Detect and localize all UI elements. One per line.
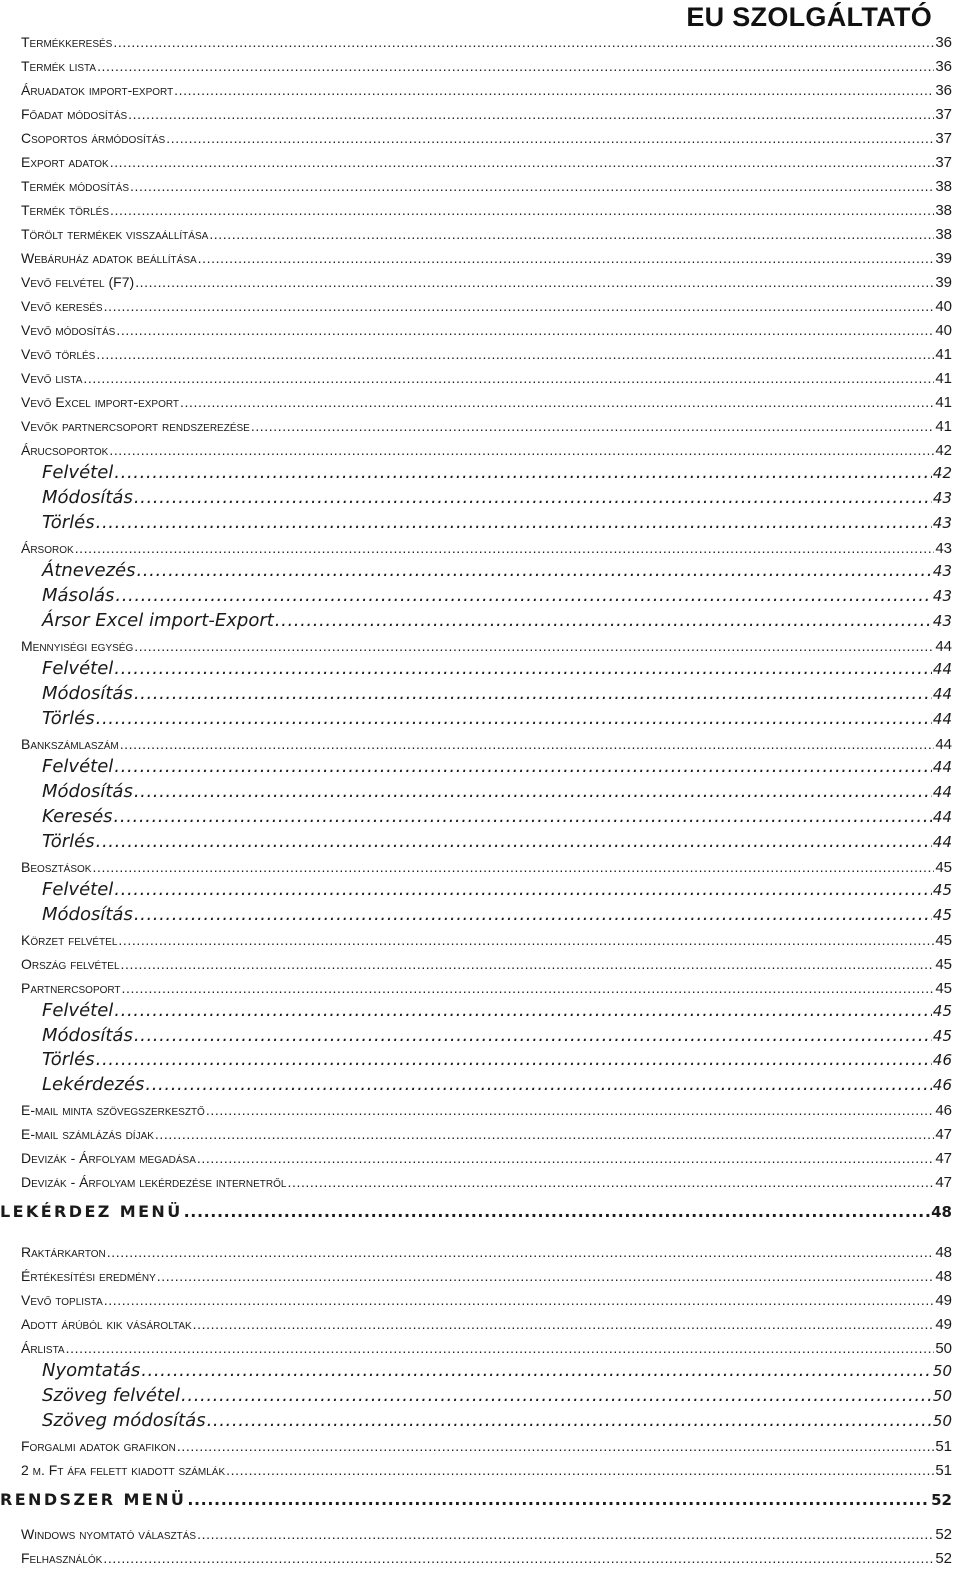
toc-dot-leader xyxy=(113,34,934,50)
toc-entry[interactable] xyxy=(21,274,952,291)
toc-page-number: 48 xyxy=(931,1203,952,1221)
toc-subentry[interactable] xyxy=(42,756,952,777)
toc-page-number: 50 xyxy=(935,1340,952,1357)
toc-dot-leader xyxy=(184,1202,931,1221)
toc-entry[interactable] xyxy=(21,1550,952,1567)
toc-page-number: 40 xyxy=(935,298,952,315)
toc-entry[interactable] xyxy=(21,250,952,267)
toc-entry-label: Vevő felvétel (F7) xyxy=(21,274,135,290)
toc-entry-label: Vevő toplista xyxy=(21,1292,103,1308)
toc-dot-leader xyxy=(104,1292,935,1308)
toc-entry-label: Keresés xyxy=(42,806,113,827)
toc-page-number: 36 xyxy=(935,58,952,75)
toc-entry[interactable] xyxy=(21,154,952,171)
toc-dot-leader xyxy=(206,1102,934,1118)
toc-dot-leader xyxy=(66,1340,935,1356)
toc-entry-label: Csoportos ármódosítás xyxy=(21,130,166,146)
toc-dot-leader xyxy=(251,418,934,434)
toc-page-number: 44 xyxy=(932,783,952,801)
toc-dot-leader xyxy=(180,394,934,410)
toc-page-number: 36 xyxy=(935,82,952,99)
toc-dot-leader xyxy=(96,346,934,362)
toc-dot-leader xyxy=(104,298,935,314)
toc-page-number: 44 xyxy=(932,685,952,703)
toc-dot-leader xyxy=(118,932,934,948)
toc-page-number: 43 xyxy=(932,612,952,630)
toc-dot-leader xyxy=(135,274,934,290)
toc-dot-leader xyxy=(157,1268,935,1284)
toc-entry-label: RENDSZER MENÜ xyxy=(0,1490,187,1509)
toc-subentry[interactable] xyxy=(42,1000,952,1021)
toc-page-number: 42 xyxy=(932,464,952,482)
toc-entry-label: Termék lista xyxy=(21,58,97,74)
toc-entry-label: Törlés xyxy=(42,831,95,852)
toc-entry-label: Főadat módosítás xyxy=(21,106,128,122)
toc-entry[interactable] xyxy=(21,82,952,99)
toc-entry[interactable] xyxy=(21,1316,952,1333)
toc-entry[interactable] xyxy=(21,34,952,51)
toc-page-number: 45 xyxy=(932,881,952,899)
toc-page-number: 47 xyxy=(935,1150,952,1167)
toc-dot-leader xyxy=(209,226,934,242)
toc-entry-label: Törlés xyxy=(42,1049,95,1070)
toc-entry[interactable] xyxy=(21,178,952,195)
toc-subentry[interactable] xyxy=(42,610,952,631)
toc-entry[interactable] xyxy=(21,736,952,753)
toc-page-number: 37 xyxy=(935,154,952,171)
toc-page-number: 49 xyxy=(935,1316,952,1333)
toc-entry[interactable] xyxy=(21,1126,952,1143)
toc-entry[interactable] xyxy=(21,932,952,949)
toc-entry-label: Termék törlés xyxy=(21,202,110,218)
toc-subentry[interactable] xyxy=(42,1410,952,1431)
toc-entry[interactable] xyxy=(21,1102,952,1119)
toc-dot-leader xyxy=(197,1150,934,1166)
toc-entry[interactable] xyxy=(21,1526,952,1543)
toc-dot-leader xyxy=(96,1049,932,1070)
toc-entry[interactable] xyxy=(21,540,952,557)
toc-page-number: 45 xyxy=(932,1027,952,1045)
toc-entry-label: Vevők partnercsoport rendszerezése xyxy=(21,418,250,434)
toc-subentry[interactable] xyxy=(42,806,952,827)
toc-entry-label: Windows nyomtató választás xyxy=(21,1526,197,1542)
toc-entry[interactable] xyxy=(21,638,952,655)
toc-entry-label: Módosítás xyxy=(42,683,133,704)
toc-entry[interactable] xyxy=(21,859,952,876)
toc-dot-leader xyxy=(115,585,932,606)
toc-subentry[interactable] xyxy=(42,1385,952,1406)
toc-dot-leader xyxy=(177,1438,934,1454)
toc-entry[interactable] xyxy=(21,1462,952,1479)
toc-page-number: 48 xyxy=(935,1244,952,1261)
toc-entry-label: Értékesítési eredmény xyxy=(21,1268,156,1284)
toc-page-number: 46 xyxy=(932,1076,952,1094)
toc-entry-label: E-mail minta szövegszerkesztő xyxy=(21,1102,205,1118)
toc-entry[interactable] xyxy=(21,346,952,363)
toc-entry-label: Nyomtatás xyxy=(42,1360,141,1381)
toc-entry-label: Ársorok xyxy=(21,540,74,556)
toc-page-number: 43 xyxy=(932,562,952,580)
toc-page-number: 50 xyxy=(932,1362,952,1380)
toc-entry-label: Törlés xyxy=(42,512,95,533)
toc-page-number: 39 xyxy=(935,250,952,267)
toc-dot-leader xyxy=(121,956,935,972)
toc-dot-leader xyxy=(134,487,932,508)
toc-page-number: 46 xyxy=(932,1051,952,1069)
toc-dot-leader xyxy=(97,58,934,74)
toc-entry-label: Vevő módosítás xyxy=(21,322,116,338)
toc-dot-leader xyxy=(114,462,932,483)
toc-dot-leader xyxy=(114,1000,932,1021)
toc-dot-leader xyxy=(287,1174,934,1190)
toc-subentry[interactable] xyxy=(42,512,952,533)
toc-subentry[interactable] xyxy=(42,879,952,900)
toc-entry-label: Körzet felvétel xyxy=(21,932,118,948)
toc-page-number: 37 xyxy=(935,106,952,123)
toc-dot-leader xyxy=(226,1462,934,1478)
toc-page-number: 51 xyxy=(935,1462,952,1479)
toc-dot-leader xyxy=(134,638,934,654)
toc-dot-leader xyxy=(130,178,934,194)
toc-page-number: 45 xyxy=(935,932,952,949)
toc-entry-label: Felvétel xyxy=(42,879,114,900)
toc-entry-label: Devizák - Árfolyam megadása xyxy=(21,1150,196,1166)
toc-dot-leader xyxy=(75,540,935,556)
toc-dot-leader xyxy=(120,736,935,752)
toc-entry[interactable] xyxy=(21,322,952,339)
toc-entry-label: Felhasználók xyxy=(21,1550,103,1566)
toc-entry[interactable] xyxy=(21,298,952,315)
toc-entry[interactable] xyxy=(21,394,952,411)
toc-entry-label: Webáruház adatok beállítása xyxy=(21,250,197,266)
toc-entry-label: LEKÉRDEZ MENÜ xyxy=(0,1202,183,1221)
toc-entry[interactable] xyxy=(21,130,952,147)
toc-dot-leader xyxy=(134,904,932,925)
toc-dot-leader xyxy=(174,82,934,98)
toc-entry[interactable] xyxy=(21,980,952,997)
toc-entry[interactable] xyxy=(21,226,952,243)
toc-page-number: 52 xyxy=(931,1491,952,1509)
toc-subentry[interactable] xyxy=(42,1360,952,1381)
toc-entry-label: Módosítás xyxy=(42,904,133,925)
toc-subentry[interactable] xyxy=(42,1025,952,1046)
toc-dot-leader xyxy=(109,442,934,458)
toc-subentry[interactable] xyxy=(42,831,952,852)
toc-dot-leader xyxy=(114,879,932,900)
toc-entry-label: Partnercsoport xyxy=(21,980,121,996)
toc-entry[interactable] xyxy=(21,370,952,387)
toc-page-number: 49 xyxy=(935,1292,952,1309)
toc-entry[interactable] xyxy=(21,58,952,75)
toc-subentry[interactable] xyxy=(42,585,952,606)
toc-entry[interactable] xyxy=(21,442,952,459)
toc-entry-label: Export adatok xyxy=(21,154,109,170)
toc-entry-label: Szöveg módosítás xyxy=(42,1410,206,1431)
toc-entry-label: Mennyiségi egység xyxy=(21,638,134,654)
toc-dot-leader xyxy=(134,1025,932,1046)
toc-entry-label: Áruadatok import-export xyxy=(21,82,174,98)
toc-entry-label: Törölt termékek visszaállítása xyxy=(21,226,209,242)
toc-entry-label: Devizák - Árfolyam lekérdezése internetről xyxy=(21,1174,287,1190)
toc-entry-label: Másolás xyxy=(42,585,115,606)
toc-entry-label: Módosítás xyxy=(42,781,133,802)
toc-dot-leader xyxy=(83,370,934,386)
toc-entry-label: Felvétel xyxy=(42,658,114,679)
toc-page-number: 43 xyxy=(932,514,952,532)
toc-dot-leader xyxy=(275,610,932,631)
toc-page-number: 40 xyxy=(935,322,952,339)
toc-dot-leader xyxy=(110,202,934,218)
toc-page-number: 44 xyxy=(935,638,952,655)
toc-page-number: 38 xyxy=(935,226,952,243)
toc-entry[interactable] xyxy=(21,1340,952,1357)
toc-entry-label: 2 m. Ft áfa felett kiadott számlák xyxy=(21,1462,226,1478)
toc-dot-leader xyxy=(114,756,932,777)
toc-entry-label: Törlés xyxy=(42,708,95,729)
toc-dot-leader xyxy=(187,1490,930,1509)
toc-dot-leader xyxy=(134,781,932,802)
toc-page-number: 52 xyxy=(935,1526,952,1543)
toc-entry-label: Felvétel xyxy=(42,462,114,483)
toc-dot-leader xyxy=(181,1385,932,1406)
toc-page-number: 44 xyxy=(932,758,952,776)
toc-dot-leader xyxy=(114,658,932,679)
toc-entry[interactable] xyxy=(21,1268,952,1285)
toc-subentry[interactable] xyxy=(42,560,952,581)
toc-page-number: 45 xyxy=(935,956,952,973)
toc-page-number: 46 xyxy=(935,1102,952,1119)
toc-page-number: 44 xyxy=(935,736,952,753)
toc-entry-label: Módosítás xyxy=(42,487,133,508)
toc-page-number: 50 xyxy=(932,1387,952,1405)
toc-dot-leader xyxy=(145,1074,932,1095)
toc-dot-leader xyxy=(96,512,932,533)
toc-dot-leader xyxy=(114,806,932,827)
toc-page-number: 44 xyxy=(932,808,952,826)
toc-subentry[interactable] xyxy=(42,708,952,729)
toc-page-number: 47 xyxy=(935,1174,952,1191)
toc-entry[interactable] xyxy=(21,1150,952,1167)
toc-entry-label: Szöveg felvétel xyxy=(42,1385,181,1406)
toc-entry-label: Átnevezés xyxy=(42,560,136,581)
toc-entry[interactable] xyxy=(21,106,952,123)
toc-page-number: 38 xyxy=(935,202,952,219)
toc-page-number: 45 xyxy=(935,859,952,876)
toc-entry-label: Vevő Excel import-export xyxy=(21,394,180,410)
toc-dot-leader xyxy=(198,250,935,266)
toc-page-number: 50 xyxy=(932,1412,952,1430)
toc-page-number: 44 xyxy=(932,660,952,678)
toc-page-number: 41 xyxy=(935,346,952,363)
toc-dot-leader xyxy=(92,859,934,875)
toc-page-number: 45 xyxy=(932,1002,952,1020)
toc-entry-label: Termék módosítás xyxy=(21,178,130,194)
toc-page-number: 47 xyxy=(935,1126,952,1143)
toc-entry[interactable] xyxy=(21,1292,952,1309)
toc-entry-label: Felvétel xyxy=(42,1000,114,1021)
toc-page-number: 41 xyxy=(935,394,952,411)
toc-page-number: 37 xyxy=(935,130,952,147)
toc-entry[interactable] xyxy=(21,956,952,973)
toc-entry-label: Raktárkarton xyxy=(21,1244,106,1260)
toc-dot-leader xyxy=(141,1360,932,1381)
toc-entry-label: E-mail számlázás díjak xyxy=(21,1126,154,1142)
toc-dot-leader xyxy=(96,708,932,729)
toc-dot-leader xyxy=(166,130,934,146)
toc-entry[interactable] xyxy=(21,202,952,219)
toc-page-number: 44 xyxy=(932,833,952,851)
toc-entry-label: Bankszámlaszám xyxy=(21,736,119,752)
toc-entry-label: Ország felvétel xyxy=(21,956,120,972)
toc-dot-leader xyxy=(136,560,931,581)
toc-entry-label: Ársor Excel import-Export xyxy=(42,610,274,631)
toc-entry-label: Felvétel xyxy=(42,756,114,777)
toc-page-number: 44 xyxy=(932,710,952,728)
toc-page-number: 36 xyxy=(935,34,952,51)
toc-subentry[interactable] xyxy=(42,462,952,483)
toc-entry[interactable] xyxy=(21,1438,952,1455)
toc-page-number: 45 xyxy=(932,906,952,924)
toc-dot-leader xyxy=(134,683,932,704)
toc-subentry[interactable] xyxy=(42,487,952,508)
toc-entry-label: Árucsoportok xyxy=(21,442,109,458)
toc-subentry[interactable] xyxy=(42,658,952,679)
toc-subentry[interactable] xyxy=(42,904,952,925)
toc-dot-leader xyxy=(197,1526,934,1542)
toc-entry[interactable] xyxy=(21,418,952,435)
toc-dot-leader xyxy=(193,1316,935,1332)
toc-entry[interactable] xyxy=(21,1244,952,1261)
toc-page-number: 41 xyxy=(935,418,952,435)
toc-page-number: 45 xyxy=(935,980,952,997)
toc-subentry[interactable] xyxy=(42,781,952,802)
toc-subentry[interactable] xyxy=(42,683,952,704)
toc-page-number: 43 xyxy=(935,540,952,557)
toc-entry-label: Vevő keresés xyxy=(21,298,103,314)
toc-dot-leader xyxy=(110,154,935,170)
toc-dot-leader xyxy=(155,1126,934,1142)
toc-dot-leader xyxy=(122,980,935,996)
toc-page-number: 51 xyxy=(935,1438,952,1455)
toc-section-heading[interactable] xyxy=(0,1202,952,1221)
toc-section-heading[interactable] xyxy=(0,1490,952,1509)
toc-page-number: 43 xyxy=(932,489,952,507)
toc-page-number: 38 xyxy=(935,178,952,195)
toc-entry-label: Lekérdezés xyxy=(42,1074,145,1095)
toc-entry-label: Vevő törlés xyxy=(21,346,96,362)
toc-dot-leader xyxy=(128,106,934,122)
toc-entry-label: Adott árúból kik vásároltak xyxy=(21,1316,192,1332)
toc-dot-leader xyxy=(103,1550,934,1566)
toc-entry-label: Forgalmi adatok grafikon xyxy=(21,1438,176,1454)
toc-dot-leader xyxy=(107,1244,935,1260)
toc-dot-leader xyxy=(207,1410,932,1431)
toc-dot-leader xyxy=(96,831,932,852)
toc-entry-label: Termékkeresés xyxy=(21,34,113,50)
toc-page-number: 39 xyxy=(935,274,952,291)
toc-subentry[interactable] xyxy=(42,1074,952,1095)
toc-page-number: 41 xyxy=(935,370,952,387)
toc-entry-label: Beosztások xyxy=(21,859,92,875)
toc-entry-label: Módosítás xyxy=(42,1025,133,1046)
toc-page-number: 42 xyxy=(935,442,952,459)
page-header-title: EU SZOLGÁLTATÓ xyxy=(686,2,932,32)
toc-entry-label: Árlista xyxy=(21,1340,65,1356)
toc-page-number: 48 xyxy=(935,1268,952,1285)
toc-dot-leader xyxy=(116,322,934,338)
toc-page-number: 52 xyxy=(935,1550,952,1567)
toc-page-number: 43 xyxy=(932,587,952,605)
toc-entry[interactable] xyxy=(21,1174,952,1191)
toc-entry-label: Vevő lista xyxy=(21,370,83,386)
toc-subentry[interactable] xyxy=(42,1049,952,1070)
